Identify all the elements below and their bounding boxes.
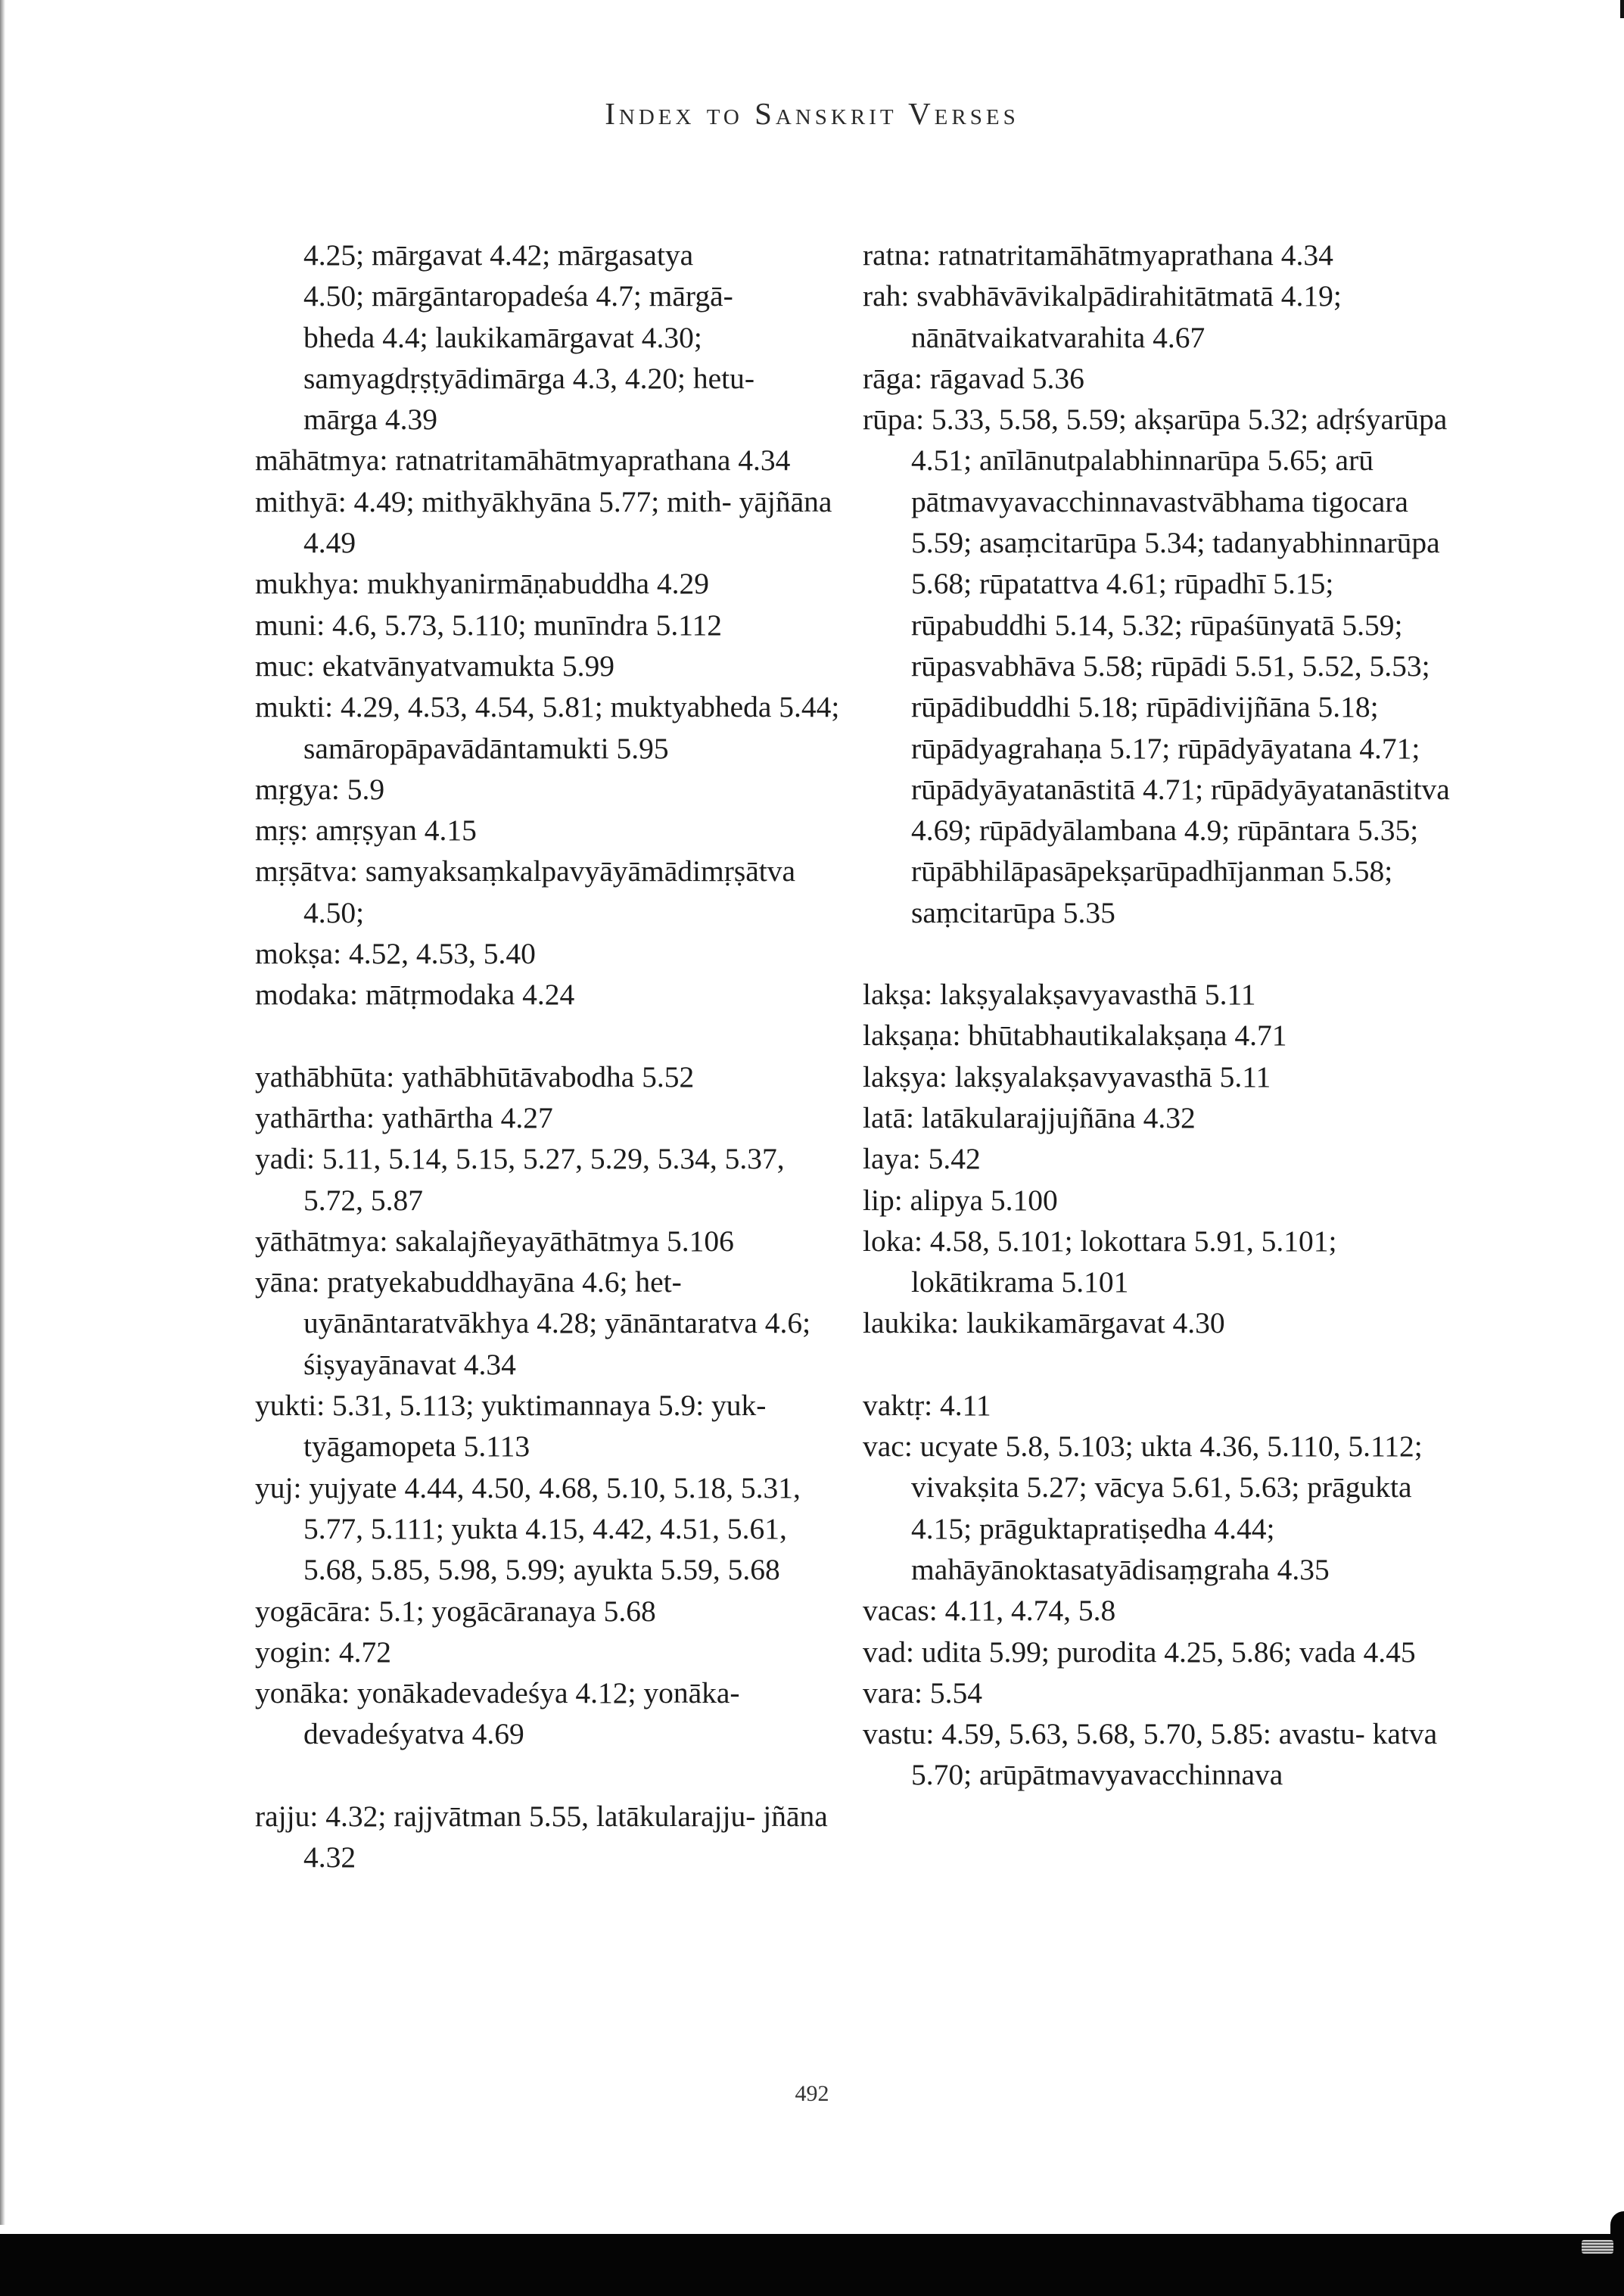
index-entry: 4.50; mārgāntaropadeśa 4.7; mārgā- [303, 279, 733, 313]
index-entry: yathābhūta: yathābhūtāvabodha 5.52 [255, 1059, 695, 1094]
index-entry: latā: latākularajjujñāna 4.32 [863, 1100, 1196, 1134]
entry-gap [255, 1016, 845, 1056]
scan-corner-notch [1610, 2211, 1624, 2234]
index-column-left [255, 235, 845, 1878]
index-entry: vacas: 4.11, 4.74, 5.8 [863, 1594, 1116, 1628]
entry-gap [863, 1344, 1468, 1385]
index-entry: lakṣa: lakṣyalakṣavyavasthā 5.11 [863, 978, 1256, 1012]
index-entry: yāthātmya: sakalajñeyayāthātmya 5.106 [255, 1224, 734, 1258]
index-entry: yāna: pratyekabuddhayāna 4.6; het- uyānāntaratvākhya 4.28; yānāntaratva 4.6; śiṣyayānavat 4.34 [255, 1265, 811, 1381]
index-entry: vastu: 4.59, 5.63, 5.68, 5.70, 5.85: avastu- katva 5.70; arūpātmavyavacchinnava [863, 1717, 1438, 1792]
index-entry: lakṣya: lakṣyalakṣavyavasthā 5.11 [863, 1059, 1271, 1094]
scan-bottom-band [0, 2234, 1624, 2296]
index-entry: mṛṣ: amṛṣyan 4.15 [255, 814, 477, 848]
scan-corner-mark [1620, 0, 1624, 18]
index-entry: mukti: 4.29, 4.53, 4.54, 5.81; muktyabheda 5.44; samāropāpavādāntamukti 5.95 [255, 690, 840, 765]
index-entry: yogācāra: 5.1; yogācāranaya 5.68 [255, 1594, 656, 1628]
entry-gap [863, 933, 1468, 974]
scanner-logo-icon [1582, 2240, 1613, 2254]
running-header [0, 95, 1624, 132]
index-entry: vad: udita 5.99; purodita 4.25, 5.86; vada 4.45 [863, 1635, 1416, 1669]
index-entry: mokṣa: 4.52, 4.53, 5.40 [255, 937, 536, 971]
index-entry: muni: 4.6, 5.73, 5.110; munīndra 5.112 [255, 608, 722, 642]
index-entry: mukhya: mukhyanirmāṇabuddha 4.29 [255, 567, 710, 601]
index-entry: māhātmya: ratnatritamāhātmyaprathana 4.34 [255, 443, 791, 478]
index-entry: mithyā: 4.49; mithyākhyāna 5.77; mith- yājñāna 4.49 [255, 484, 832, 560]
index-entry: mārga 4.39 [303, 403, 437, 437]
page-number: 492 [795, 2081, 829, 2106]
index-entry: ratna: ratnatritamāhātmyaprathana 4.34 [863, 238, 1333, 272]
index-entry: mṛṣātva: samyaksaṃkalpavyāyāmādimṛṣātva 4.50; [255, 854, 796, 929]
running-header-title: Index to Sanskrit Verses [605, 96, 1019, 131]
index-entry: vara: 5.54 [863, 1675, 982, 1710]
index-column-right [863, 235, 1468, 1796]
index-entry: lip: alipya 5.100 [863, 1183, 1058, 1217]
index-entry: laukika: laukikamārgavat 4.30 [863, 1306, 1225, 1340]
index-entry: yuj: yujyate 4.44, 4.50, 4.68, 5.10, 5.18, 5.31, 5.77, 5.111; yukta 4.15, 4.42, 4.51, 5.61, 5.68, 5.85, 5.98, 5.99; ayukta 5.59, 5.68 [255, 1470, 801, 1587]
index-entry: rajju: 4.32; rajjvātman 5.55, latākularajju- jñāna 4.32 [255, 1799, 828, 1874]
entry-gap [255, 1755, 845, 1796]
index-entry: rah: svabhāvāvikalpādirahitātmatā 4.19; nānātvaikatvarahita 4.67 [863, 279, 1342, 354]
index-entry: yogin: 4.72 [255, 1635, 391, 1669]
index-entry: lakṣaṇa: bhūtabhautikalakṣaṇa 4.71 [863, 1019, 1287, 1053]
index-entry: rāga: rāgavad 5.36 [863, 361, 1084, 395]
index-entry: laya: 5.42 [863, 1142, 981, 1176]
scan-left-edge [0, 0, 5, 2225]
index-entry: bheda 4.4; laukikamārgavat 4.30; [303, 320, 702, 354]
index-entry: muc: ekatvānyatvamukta 5.99 [255, 649, 614, 683]
index-entry: vaktṛ: 4.11 [863, 1388, 991, 1422]
index-entry: loka: 4.58, 5.101; lokottara 5.91, 5.101; lokātikrama 5.101 [863, 1224, 1337, 1299]
index-entry: modaka: mātṛmodaka 4.24 [255, 978, 575, 1012]
index-entry: yukti: 5.31, 5.113; yuktimannaya 5.9: yuk- tyāgamopeta 5.113 [255, 1389, 767, 1464]
index-entry: yadi: 5.11, 5.14, 5.15, 5.27, 5.29, 5.34, 5.37, 5.72, 5.87 [255, 1142, 785, 1217]
index-entry: vac: ucyate 5.8, 5.103; ukta 4.36, 5.110, 5.112; vivakṣita 5.27; vācya 5.61, 5.63; prāgukta 4.15; prāguktapratiṣedha 4.44; mahāyānoktasatyādisaṃgraha 4.35 [863, 1430, 1423, 1586]
index-entry: samyagdṛṣṭyādimārga 4.3, 4.20; hetu- [303, 361, 755, 395]
index-entry: yonāka: yonākadevadeśya 4.12; yonāka- devadeśyatva 4.69 [255, 1676, 740, 1751]
index-entry: mṛgya: 5.9 [255, 772, 385, 806]
index-entry: yathārtha: yathārtha 4.27 [255, 1100, 553, 1134]
index-entry: 4.25; mārgavat 4.42; mārgasatya [303, 238, 694, 272]
index-entry: rūpa: 5.33, 5.58, 5.59; akṣarūpa 5.32; adṛśyarūpa 4.51; anīlānutpalabhinnarūpa 5.65; arū pātmavyavacchinnavastvābhama tigocara 5.59; asaṃcitarūpa 5.34; tadanyabhinnarūpa 5.68; rūpatattva 4.61; rūpadhī 5.15; rūpabuddhi 5.14, 5.32; rūpaśūnyatā 5.59; rūpasvabhāva 5.58; rūpādi 5.51, 5.52, 5.53; rūpādibuddhi 5.18; rūpādivijñāna 5.18; rūpādyagrahaṇa 5.17; rūpādyāyatana 4.71; rūpādyāyatanāstitā 4.71; rūpādyāyatanāstitva 4.69; rūpādyālambana 4.9; rūpāntara 5.35; rūpābhilāpasāpekṣarūpadhījanman 5.58; saṃcitarūpa 5.35 [863, 403, 1450, 929]
